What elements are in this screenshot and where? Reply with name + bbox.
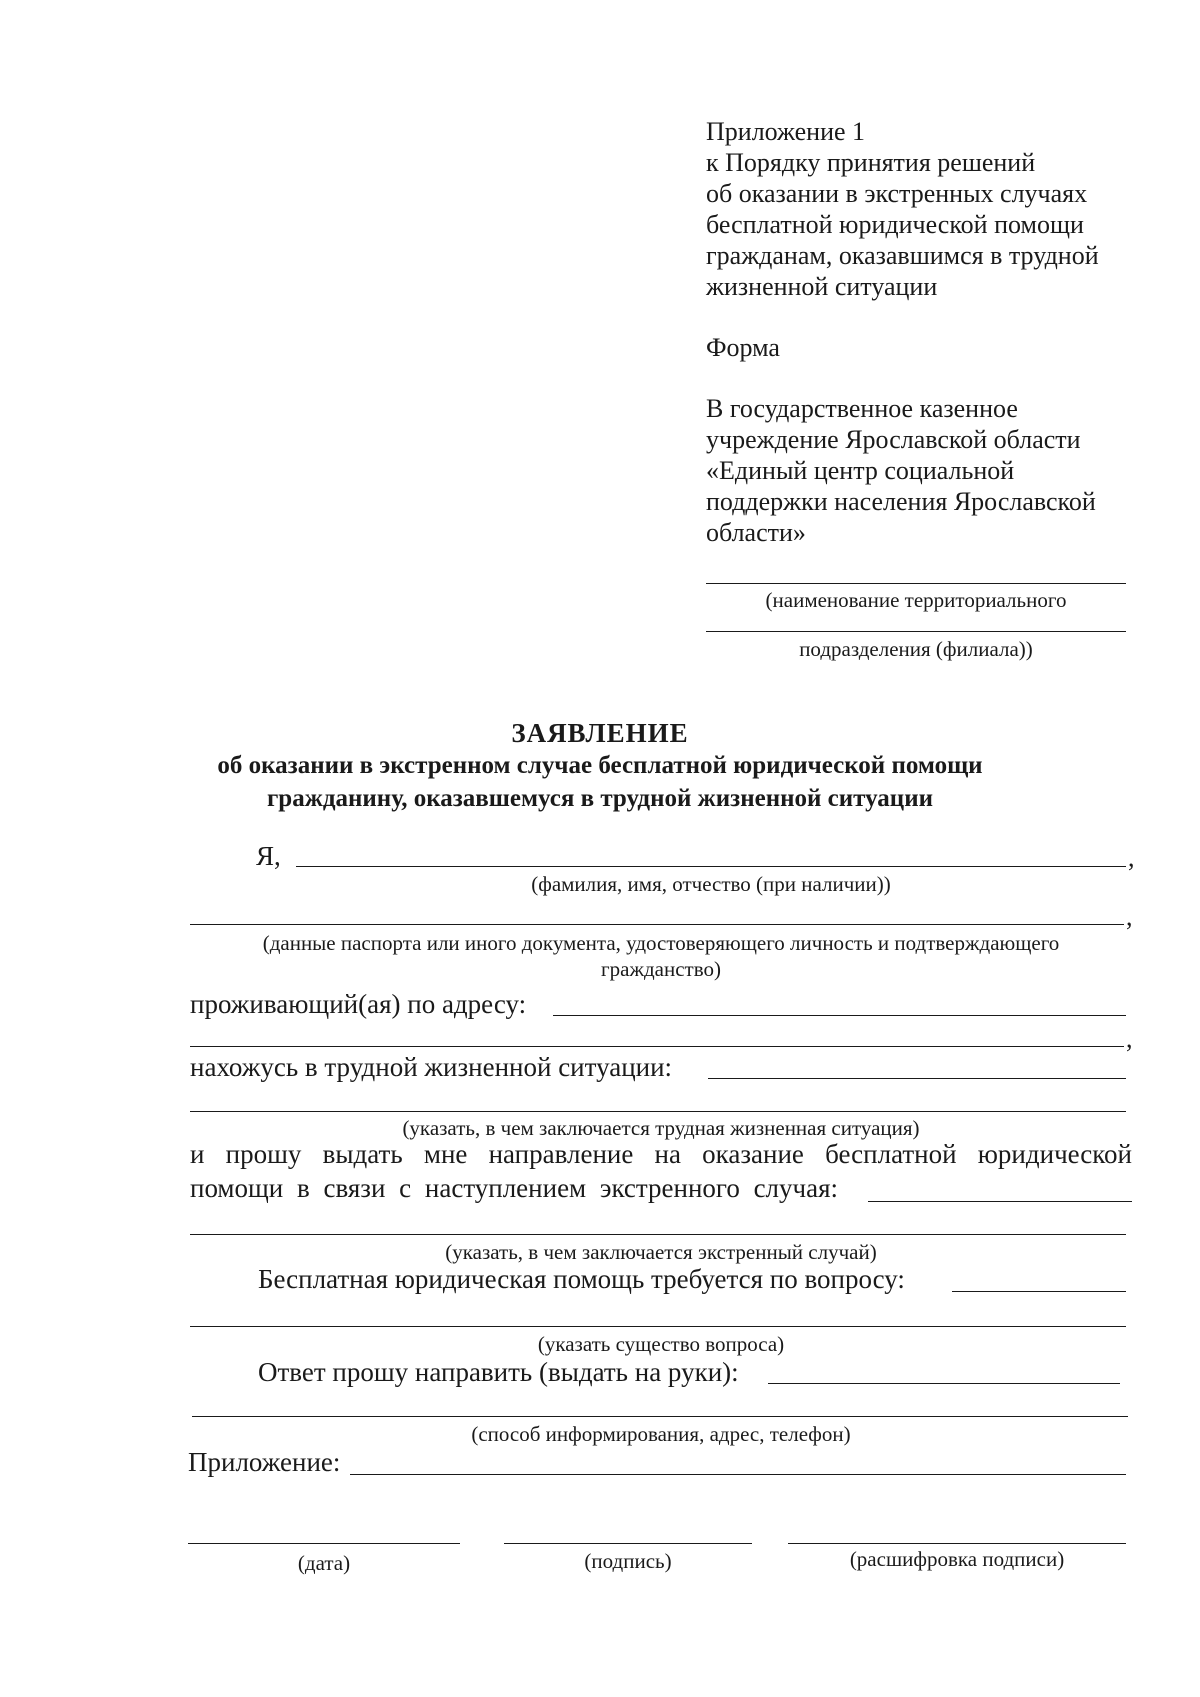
attachment-label: Приложение: <box>188 1447 341 1477</box>
date-line[interactable] <box>188 1543 460 1544</box>
recipient-line: области» <box>706 518 806 547</box>
fio-comma: , <box>1128 843 1135 872</box>
address-comma: , <box>1126 1024 1133 1053</box>
fio-caption: (фамилия, имя, отчество (при наличии)) <box>531 872 891 896</box>
answer-label: Ответ прошу направить (выдать на руки): <box>258 1357 739 1387</box>
form-label: Форма <box>706 333 780 362</box>
address-label: проживающий(ая) по адресу: <box>190 989 527 1019</box>
document-title: ЗАЯВЛЕНИЕ <box>511 718 689 748</box>
document-subtitle-line-1: об оказании в экстренном случае бесплатной юридической помощи <box>217 752 983 779</box>
recipient-line: «Единый центр социальной <box>706 456 1015 485</box>
signature-decoding-caption: (расшифровка подписи) <box>849 1547 1065 1571</box>
emergency-line-2[interactable] <box>190 1234 1126 1235</box>
situation-line-2[interactable] <box>190 1111 1126 1112</box>
signature-caption: (подпись) <box>584 1549 672 1573</box>
recipient-line: поддержки населения Ярославской <box>706 487 1096 516</box>
situation-label: нахожусь в трудной жизненной ситуации: <box>190 1052 673 1082</box>
signature-line[interactable] <box>504 1543 752 1544</box>
signature-decoding-line[interactable] <box>788 1543 1126 1544</box>
header-line: Приложение 1 <box>706 117 866 146</box>
header-line: жизненной ситуации <box>706 272 938 301</box>
subdivision-caption-2: подразделения (филиала)) <box>799 637 1033 661</box>
question-line-1[interactable] <box>952 1291 1126 1292</box>
header-line: об оказании в экстренных случаях <box>706 179 1088 208</box>
recipient-line: В государственное казенное <box>706 394 1018 423</box>
answer-line-2[interactable] <box>192 1416 1128 1417</box>
emergency-line-1[interactable] <box>868 1201 1132 1202</box>
situation-line-1[interactable] <box>708 1078 1126 1079</box>
document-subtitle-line-2: гражданину, оказавшемуся в трудной жизненной ситуации <box>266 785 934 812</box>
fio-line[interactable] <box>296 866 1126 867</box>
question-line-2[interactable] <box>190 1326 1126 1327</box>
attachment-line[interactable] <box>350 1474 1126 1475</box>
emergency-caption: (указать, в чем заключается экстренный случай) <box>445 1240 877 1264</box>
subdivision-name-line-1[interactable] <box>706 583 1126 584</box>
answer-caption: (способ информирования, адрес, телефон) <box>471 1422 851 1446</box>
request-text-line-2: помощи в связи с наступлением экстренного случая: <box>190 1173 839 1203</box>
header-line: к Порядку принятия решений <box>706 148 1036 177</box>
date-caption: (дата) <box>297 1551 351 1575</box>
question-caption: (указать существо вопроса) <box>537 1332 785 1356</box>
passport-caption-line-2: гражданство) <box>601 957 721 981</box>
applicant-label: Я, <box>256 841 281 871</box>
subdivision-name-line-2[interactable] <box>706 631 1126 632</box>
situation-caption: (указать, в чем заключается трудная жизненная ситуация) <box>402 1116 920 1140</box>
address-line-2[interactable] <box>190 1046 1124 1047</box>
passport-data-line[interactable] <box>190 924 1124 925</box>
address-line-1[interactable] <box>553 1015 1126 1016</box>
recipient-line: учреждение Ярославской области <box>706 425 1081 454</box>
subdivision-caption-1: (наименование территориального <box>765 588 1067 612</box>
header-line: бесплатной юридической помощи <box>706 210 1084 239</box>
appendix-header <box>706 116 1166 548</box>
passport-caption-line-1: (данные паспорта или иного документа, удостоверяющего личность и подтверждающего <box>262 931 1060 955</box>
request-text-line-1: и прошу выдать мне направление на оказание бесплатной юридической <box>190 1139 1132 1169</box>
question-label: Бесплатная юридическая помощь требуется по вопросу: <box>258 1264 905 1294</box>
answer-line-1[interactable] <box>768 1383 1120 1384</box>
header-line: гражданам, оказавшимся в трудной <box>706 241 1099 270</box>
passport-comma: , <box>1126 902 1133 931</box>
